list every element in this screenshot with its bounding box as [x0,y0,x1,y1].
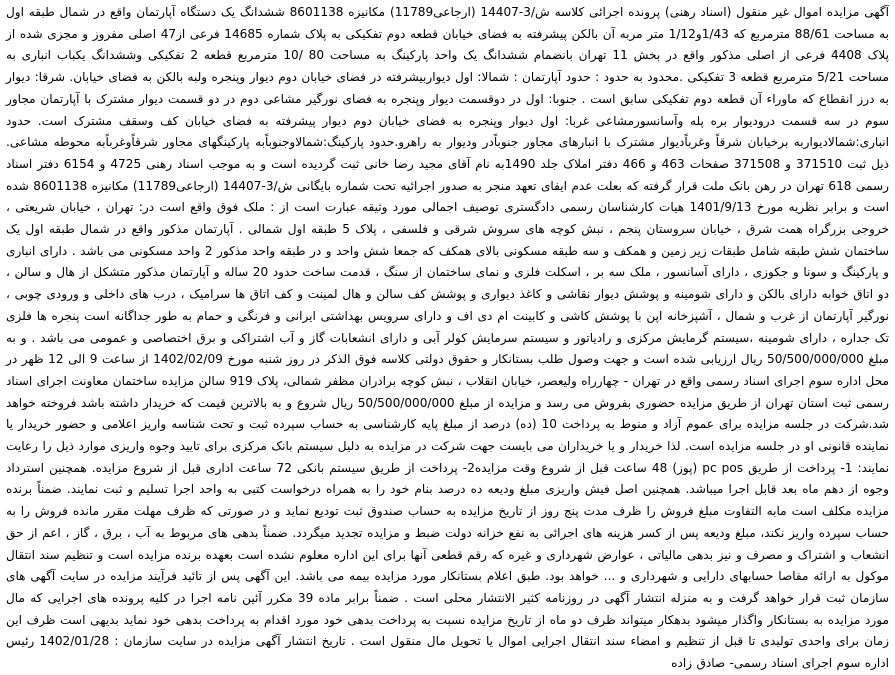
auction-notice-text: آگهی مزایده اموال غیر منقول (اسناد رهنی) پرونده اجرائی کلاسه ش/3-14407 (ارجاعی11789) مکانیزه 8601138 ششدانگ یک دستگاه آپارتمان واقع در شمال طبقه اول به مساحت 88/61 مترمربع که 1/43و1/12 متر مربه آن بالکن پیشرفته به فضای خیابان قطعه دوم تفکیکی به پلاک شماره 14685 فرعی از47 اصلی مفروز و مجزی شده از پلاک 4408 فرعی از اصلی مذکور واقع در بخش 11 تهران بانضمام ششدانگ یک واحد پارکینگ به مساحت 80 /10 مترمربع قطعه 2 تفکیکی وششدانگ یکباب انباری به مساحت 5/21 مترمربع قطعه 3 تفکیکی .محدود به حدود : حدود آپارتمان : شمالا: اول دیواربیشرفته در فضای خیابان دوم دیوار وپنجره ولبه بالکن به فضای خیابان. شرقا: دیوار به درز انقطاع که ماوراء آن قطعه دوم تفکیکی سابق است . جنوبا: اول در دوقسمت دیوار وپنجره به فضای نورگیر مشاعی دوم در دو قسمت دیوار مشترک با آپارتمان مجاور سوم در سه قسمت درودیوار بره پله وآسانسورمشاعی غربا: اول دیوار وپنجره به فضای خیابان دوم دیوار پیشرفته به فضای خیابان کف وسقف مشترک است. حدود انباری:شمالادیواربه برخیابان شرقاً وغرباًدیوار مشترک با انبارهای مجاور جنوباًدر ودیوار به راهرو.حدود پارکینگ:شمالاوجنوباًبه پارکینگهای مجاور شرقاًوغرباًبه محوطه مشاعی. ذیل ثبت 371510 و 371508 صفحات 463 و 466 دفتر املاک جلد 1490به نام آقای مجید رضا خانی ثبت گردیده است و به موجب اسناد رهنی 4725 و 6154 دفتر اسناد رسمی 618 تهران در رهن بانک ملت قرار گرفته که بعلت عدم ایفای تعهد منجر به صدور اجرائیه تحت شماره بایگانی ش/3-14407 (ارجاعی11789) مکانیزه 8601138 شده است و برابر نظریه مورخ 1401/9/13 هیات کارشناسان رسمی دادگستری توصیف اجمالی مورد وثیقه عبارت است از : ملک فوق واقع است در: تهران ، خیابان شریعتی ، خروجی بزرگراه همت شرق ، خیابان سروستان پنجم ، نبش کوچه های سروش شرقی و فلسفی ، پلاک 5 طبقه اول شمالی . آپارتمان مذکور واقع در شمال طبقه اول یک ساختمان شش طبقه شامل طبقات زیر زمین و همکف و سه طبقه مسکونی بالای همکف که جمعا شش واحد و در طبقه واحد مذکور 2 واحد مسکونی می باشد . دارای انباری و پارکینگ و سونا و جکوزی ، دارای آسانسور ، ملک سه بر ، اسکلت فلزی و نمای ساختمان از سنگ ، قدمت ساخت حدود 20 ساله و آپارتمان مذکور متشکل از هال و سالن ، دو اتاق خوابه دارای بالکن و دارای شومینه و پوشش دیوار نقاشی و کاغذ دیواری و پوشش کف سالن و هال لمینت و کف اتاق ها سرامیک ، درب های داخلی و ورودی چوبی ، نورگیر آپارتمان از غرب و شمال ، آشپزخانه اپن با پوشش کاشی و کابینت ام دی اف و دارای سرویس بهداشتی ایرانی و فرنگی و حمام به طور جداگانه است پنجره ها فلزی تک جداره ، دارای شومینه ،سیستم گرمایش مرکزی و رادیاتور و سیستم سرمایش کولر آبی و دارای انشعابات گاز و آب اشتراکی و برق اختصاصی و عمومی می باشد . و به مبلغ 50/500/000/000 ریال ارزیابی شده است و جهت وصول طلب بستانکار و حقوق دولتی کلاسه فوق الذکر در روز شنبه مورخ 1402/02/09 از ساعت 9 الی 12 ظهر در محل اداره سوم اجرای اسناد رسمی واقع در تهران - چهارراه ولیعصر، خیابان انقلاب ، نبش کوچه برادران مظفر شمالی، پلاک 919 سالن مزایده ساختمان معاونت اجرای اسناد رسمی ثبت استان تهران از طریق مزایده حضوری بفروش می رسد و مزایده از مبلغ 50/500/000/000 ریال شروع و به بالاترین قیمت که خریدار داشته باشد فروخته خواهد شد.شرکت در جلسه مزایده برای عموم آزاد و منوط به پرداخت 10 (ده) درصد از مبلغ پایه کارشناسی به حساب سپرده ثبت و تحت شناسه واریز اعلامی و حضور خریدار یا نماینده قانونی او در جلسه مزایده است. لذا خریدار و یا خریداران می بایست جهت شرکت در مزایده به دلیل سیستم بانک مرکزی برای تایید وجوه واریزی موارد ذیل را رعایت نمایند: 1- پرداخت از طریق pc pos (پوز) 48 ساعت قبل از شروع وقت مزایده2- پرداخت از طریق سیستم بانکی 72 ساعت اداری قبل از شروع مزایده. همچنین استرداد وجوه از دهم ماه بعد قابل اجرا میباشد. همچنین اصل فیش واریزی مبلغ ودیعه ده درصد بنام خود را به همراه درخواست کتبی به واحد اجرا تسلیم و ثبت نمایند. ضمناً برنده مزایده مکلف است مابه التفاوت مبلغ فروش را ظرف مدت پنج روز از تاریخ مزایده به حساب صندوق ثبت تودیع نماید و در صورتی که ظرف مهلت مقرر مانده فروش را به حساب سپرده واریز نکند، مبلغ ودیعه پس از کسر هزینه های اجرائی به نفع خزانه دولت ضبط و مزایده تجدید میگردد. ضمناً بدهی های مربوط به آب ، برق ، گاز ، اعم از حق انشعاب و اشتراک و مصرف و نیز بدهی مالیاتی ، عوارض شهرداری و غیره که رقم قطعی آنها برای این اداره معلوم نشده است بعهده برنده مزایده است و تنظیم سند انتقال موکول به ارائه مفاصا حسابهای دارایی و شهرداری و ... خواهد بود. طبق اعلام بستانکار مورد مزایده بیمه می باشد. این آگهی پس از تائید فرآیند مزایده در سایت آگهی های سازمان ثبت قرار خواهد گرفت و به منزله انتشار آگهی در روزنامه کثیر الانتشار محلی است . ضمناً برابر ماده 39 مکرر آئین نامه اجرا در کلیه پرونده های اجرایی که مال مورد مزایده به بستانکار واگذار میشود بدهکار میتواند ظرف دو ماه از تاریخ مزایده نسبت به پرداخت بدهی خود مورد اقدام به پرداخت بدهی خود نماید بدیهی است ظرف این زمان برای واحدی تولیدی تا قبل از تنظیم و امضاء سند انتقال اجرایی اموال یا تحویل مال منقول است . تاریخ انتشار آگهی مزایده در سایت سازمان : 1402/01/28 رئیس اداره سوم اجرای اسناد رسمی- صادق زاده [6,5,890,671]
